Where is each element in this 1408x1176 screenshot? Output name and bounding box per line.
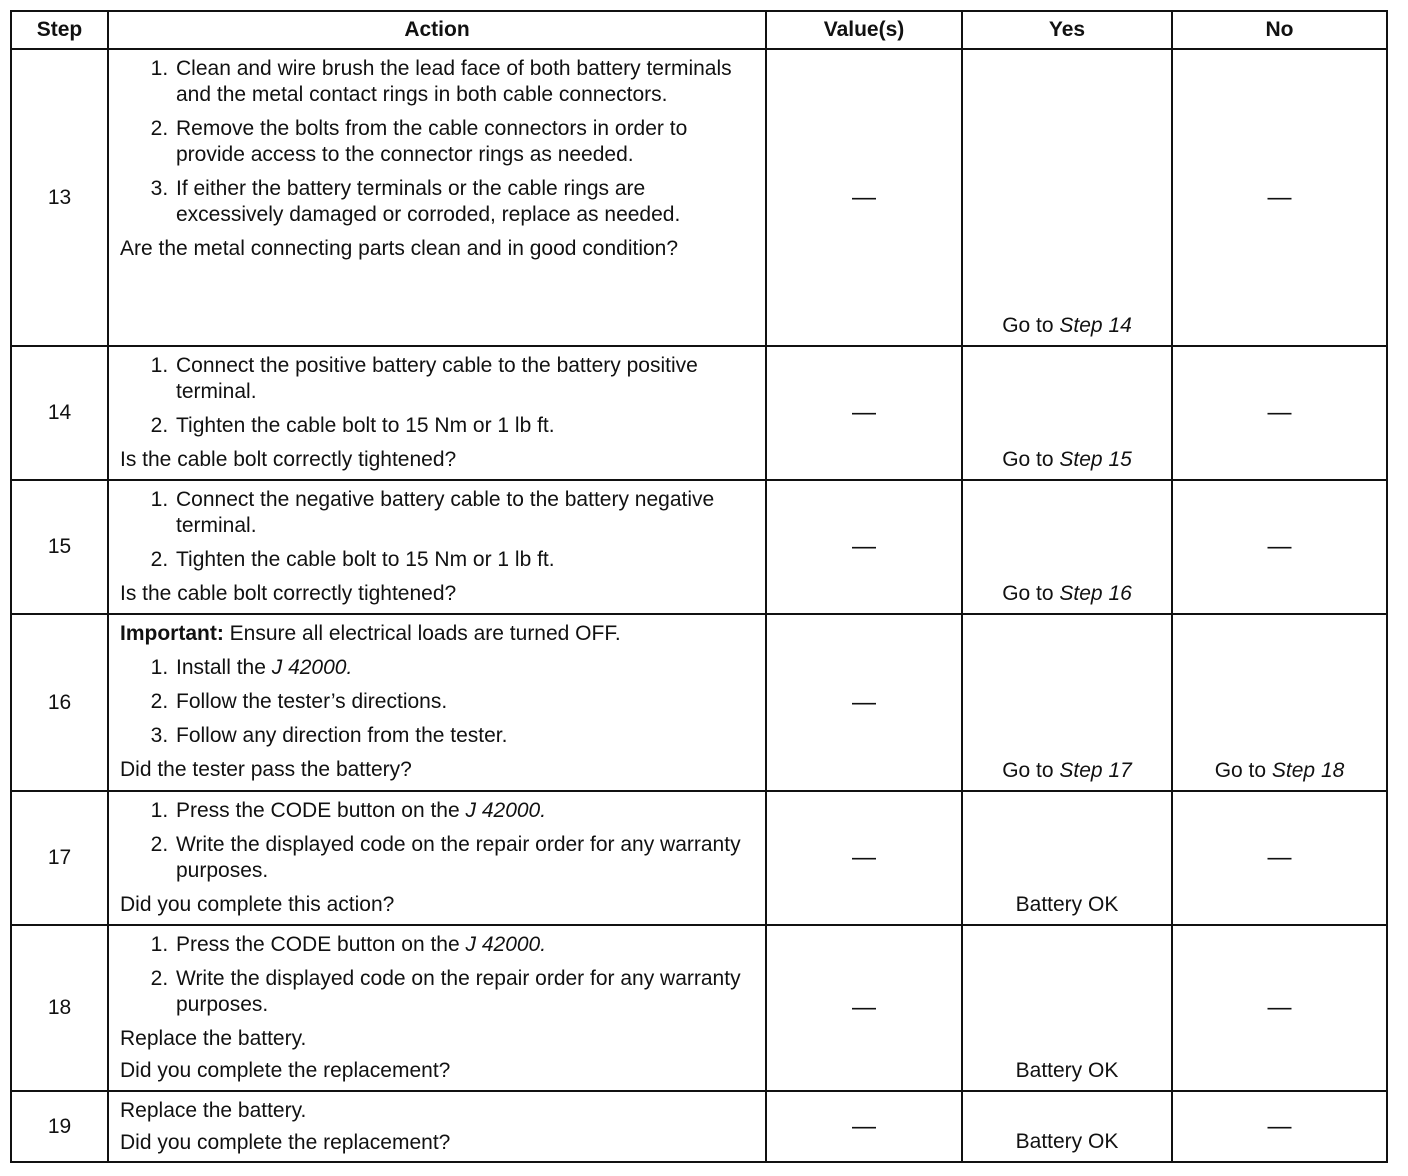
action-item: 2. Tighten the cable bolt to 15 Nm or 1 lb ft. [174,547,757,573]
action-question: Did you complete this action? [120,893,395,916]
action-item: 1. Connect the positive battery cable to the battery positive terminal. [174,353,757,405]
yes-cell: Battery OK [962,925,1172,1091]
action-list [120,798,757,884]
table-row [11,346,1387,480]
step-number: 18 [11,925,108,1091]
action-question: Did the tester pass the battery? [120,758,412,781]
action-item [174,798,757,824]
action-item-suffix: . [540,933,547,956]
action-line: Replace the battery. [120,1099,307,1122]
yes-cell [962,346,1172,480]
table-row [11,791,1387,925]
no-cell: — [1172,49,1387,346]
value-cell: — [766,346,962,480]
action-cell [108,346,766,480]
action-cell [108,614,766,791]
action-item: 3. Follow any direction from the tester. [174,723,757,749]
yes-step-link[interactable]: Step 16 [1059,582,1132,605]
yes-cell: Battery OK [962,791,1172,925]
action-cell [108,480,766,614]
value-cell: — [766,1091,962,1162]
value-cell: — [766,49,962,346]
yes-cell [962,49,1172,346]
action-item: 2. Write the displayed code on the repair order for any warranty purposes. [174,832,757,884]
step-number: 13 [11,49,108,346]
step-number: 19 [11,1091,108,1162]
yes-cell [962,614,1172,791]
yes-prefix: Go to [1002,759,1054,782]
value-cell: — [766,614,962,791]
action-item: 3. If either the battery terminals or the cable rings are excessively damaged or corroded, replace as needed. [174,176,757,228]
table-row [11,49,1387,346]
action-item: 2. Write the displayed code on the repair order for any warranty purposes. [174,966,757,1018]
action-list [120,487,757,573]
action-question: Is the cable bolt correctly tightened? [120,448,457,471]
action-item-text: Press the CODE button on the [176,799,466,822]
tool-name: J 42000 [465,933,541,956]
step-number: 14 [11,346,108,480]
step-number: 16 [11,614,108,791]
action-item: 1. Connect the negative battery cable to the battery negative terminal. [174,487,757,539]
action-list [120,353,757,439]
action-item [174,655,757,681]
no-cell: — [1172,480,1387,614]
step-number: 15 [11,480,108,614]
table-row [11,1091,1387,1162]
action-item [174,932,757,958]
header-step: Step [11,11,108,49]
header-action: Action [108,11,766,49]
no-cell: — [1172,346,1387,480]
important-text: Ensure all electrical loads are turned OFF. [223,622,621,645]
yes-cell [962,480,1172,614]
no-cell: — [1172,1091,1387,1162]
action-item-text: Install the [176,656,272,679]
action-list [120,56,757,228]
no-step-link[interactable]: Step 18 [1271,759,1345,782]
action-cell [108,1091,766,1162]
table-row [11,614,1387,791]
action-question: Did you complete the replacement? [120,1059,451,1082]
action-cell [108,791,766,925]
tool-name: J 42000 [465,799,541,822]
important-note [120,621,757,647]
no-prefix: Go to [1214,759,1267,782]
value-cell: — [766,480,962,614]
action-item-suffix: . [540,799,547,822]
header-values: Value(s) [766,11,962,49]
action-item: 1. Clean and wire brush the lead face of both battery terminals and the metal contact rings in both cable connectors. [174,56,757,108]
tool-name: J 42000 [271,656,347,679]
yes-step-link[interactable]: Step 15 [1059,448,1132,471]
diagnostic-table [10,10,1388,1163]
action-list [120,655,757,749]
action-cell [108,49,766,346]
yes-prefix: Go to [1002,582,1054,605]
action-item: 2. Follow the tester’s directions. [174,689,757,715]
yes-step-link[interactable]: Step 14 [1059,314,1132,337]
yes-cell: Battery OK [962,1091,1172,1162]
yes-prefix: Go to [1002,448,1054,471]
no-cell: — [1172,791,1387,925]
value-cell: — [766,925,962,1091]
action-item-suffix: . [346,656,353,679]
step-number: 17 [11,791,108,925]
action-item-text: Press the CODE button on the [176,933,466,956]
table-row [11,925,1387,1091]
table-header-row [11,11,1387,49]
action-question: Is the cable bolt correctly tightened? [120,582,457,605]
header-no: No [1172,11,1387,49]
action-cell [108,925,766,1091]
action-question: Are the metal connecting parts clean and in good condition? [120,237,679,260]
header-yes: Yes [962,11,1172,49]
important-label: Important: [120,622,224,645]
action-list [120,932,757,1018]
action-question: Did you complete the replacement? [120,1131,451,1154]
action-line: Replace the battery. [120,1027,307,1050]
no-cell: — [1172,925,1387,1091]
table-row [11,480,1387,614]
yes-prefix: Go to [1002,314,1054,337]
action-item: 2. Tighten the cable bolt to 15 Nm or 1 lb ft. [174,413,757,439]
action-item: 2. Remove the bolts from the cable connectors in order to provide access to the connector rings as needed. [174,116,757,168]
value-cell: — [766,791,962,925]
yes-step-link[interactable]: Step 17 [1059,759,1132,782]
no-cell [1172,614,1387,791]
